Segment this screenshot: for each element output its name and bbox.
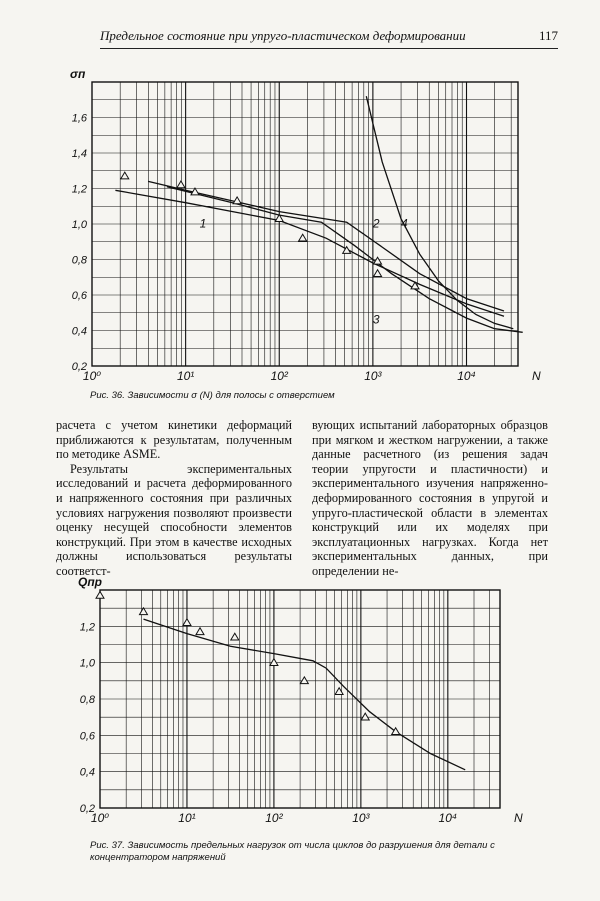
fig36-series-line-2 — [148, 181, 504, 311]
left-text-column — [56, 418, 292, 579]
fig36-y-tick-label: 1,6 — [71, 112, 87, 125]
figure-37-caption-text: Зависимость предельных нагрузок от числа циклов до разрушения для детали с концентратором напряжений — [90, 840, 495, 863]
fig36-y-tick-label: 0,8 — [71, 254, 87, 267]
fig36-x-axis-label: N — [532, 369, 541, 383]
fig36-y-tick-label: 0,2 — [71, 361, 87, 373]
fig37-data-marker — [231, 633, 239, 640]
fig36-y-tick-label: 0,4 — [71, 325, 87, 338]
fig36-series-label-2: 2 — [372, 216, 380, 231]
right-paragraph-1: вующих испытаний лабораторных образцов при мягком и жестком нагружении, а также данные расчетного (из решения задач теории упругости и пластичности) и экспериментального изучения напряженно-деформированного состояния в упругой и упруго-пластической области в элементах конструкций или их моделях при эксплуатационных нагрузках. Когда нет экспериментальных данных, при определении не- — [312, 418, 548, 578]
left-paragraph-2: Результаты экспериментальных исследований и расчета деформированного и напряженного состояния при различных условиях нагружения позволяют произвести оценку несущей способности элементов конструкций. При этом в качестве исходных должны использоваться результаты соответст- — [56, 461, 292, 578]
fig37-y-tick-label: 0,8 — [79, 694, 95, 706]
fig37-x-tick-label: 10¹ — [178, 811, 196, 825]
figure-36-label: Рис. 36. — [90, 390, 125, 401]
fig37-data-marker — [335, 688, 343, 695]
fig36-x-tick-label: 10³ — [364, 369, 382, 383]
fig37-x-tick-label: 10³ — [352, 811, 370, 825]
fig37-y-axis-label: Qпр — [78, 575, 102, 589]
fig36-series-label-4: 4 — [400, 216, 408, 231]
figure-36-chart — [0, 67, 600, 390]
figure-36-caption-text: Зависимости σ (N) для полосы с отверстием — [127, 390, 335, 401]
fig37-x-tick-label: 10² — [265, 811, 283, 825]
fig37-data-marker — [270, 659, 278, 666]
fig36-y-tick-label: 0,6 — [71, 290, 87, 302]
fig36-series-label-3: 3 — [372, 312, 380, 327]
fig37-x-axis-label: N — [514, 811, 523, 825]
fig36-data-marker — [177, 181, 185, 188]
fig37-y-tick-label: 0,2 — [79, 803, 95, 815]
fig36-x-tick-label: 10⁴ — [457, 369, 476, 383]
fig36-series-line-4 — [366, 96, 513, 329]
fig36-data-marker — [233, 197, 241, 204]
fig37-data-marker — [96, 591, 104, 598]
fig37-data-marker — [300, 677, 308, 684]
fig37-y-tick-label: 0,6 — [79, 730, 95, 743]
fig36-data-marker — [121, 172, 129, 179]
fig37-data-marker — [139, 608, 147, 615]
right-text-column — [312, 418, 548, 579]
figure-37-caption — [90, 840, 530, 864]
fig36-data-marker — [374, 270, 382, 277]
fig37-y-tick-label: 0,4 — [79, 766, 95, 779]
fig36-y-tick-label: 1,2 — [71, 183, 87, 196]
figure-37-chart — [0, 575, 600, 840]
figure-37-label: Рис. 37. — [90, 840, 125, 851]
fig37-x-tick-label: 10⁴ — [438, 811, 458, 825]
fig36-y-axis-label: σп — [70, 67, 86, 81]
fig37-data-marker — [361, 713, 369, 720]
running-header — [100, 28, 558, 49]
running-title: Предельное состояние при упруго-пластическом деформировании — [100, 28, 466, 43]
fig36-x-tick-label: 10¹ — [176, 369, 195, 383]
fig37-data-marker — [183, 619, 191, 626]
left-paragraph-1: расчета с учетом кинетики деформаций приближаются к результатам, полученным по методике ASME. — [56, 418, 292, 462]
figure-36-caption — [90, 390, 550, 402]
fig37-x-tick-label: 10⁰ — [90, 811, 110, 825]
fig37-series-line-0 — [144, 619, 466, 770]
page-number: 117 — [538, 28, 558, 43]
fig36-x-tick-label: 10² — [270, 369, 288, 383]
fig36-data-marker — [299, 234, 307, 241]
fig36-x-tick-label: 10⁰ — [82, 369, 102, 383]
fig37-data-marker — [196, 628, 204, 635]
fig37-y-tick-label: 1,2 — [79, 621, 95, 634]
fig36-y-tick-label: 1,4 — [71, 148, 87, 160]
fig36-y-tick-label: 1,0 — [71, 219, 87, 231]
fig37-y-tick-label: 1,0 — [79, 657, 95, 670]
fig36-series-label-1: 1 — [199, 216, 207, 231]
